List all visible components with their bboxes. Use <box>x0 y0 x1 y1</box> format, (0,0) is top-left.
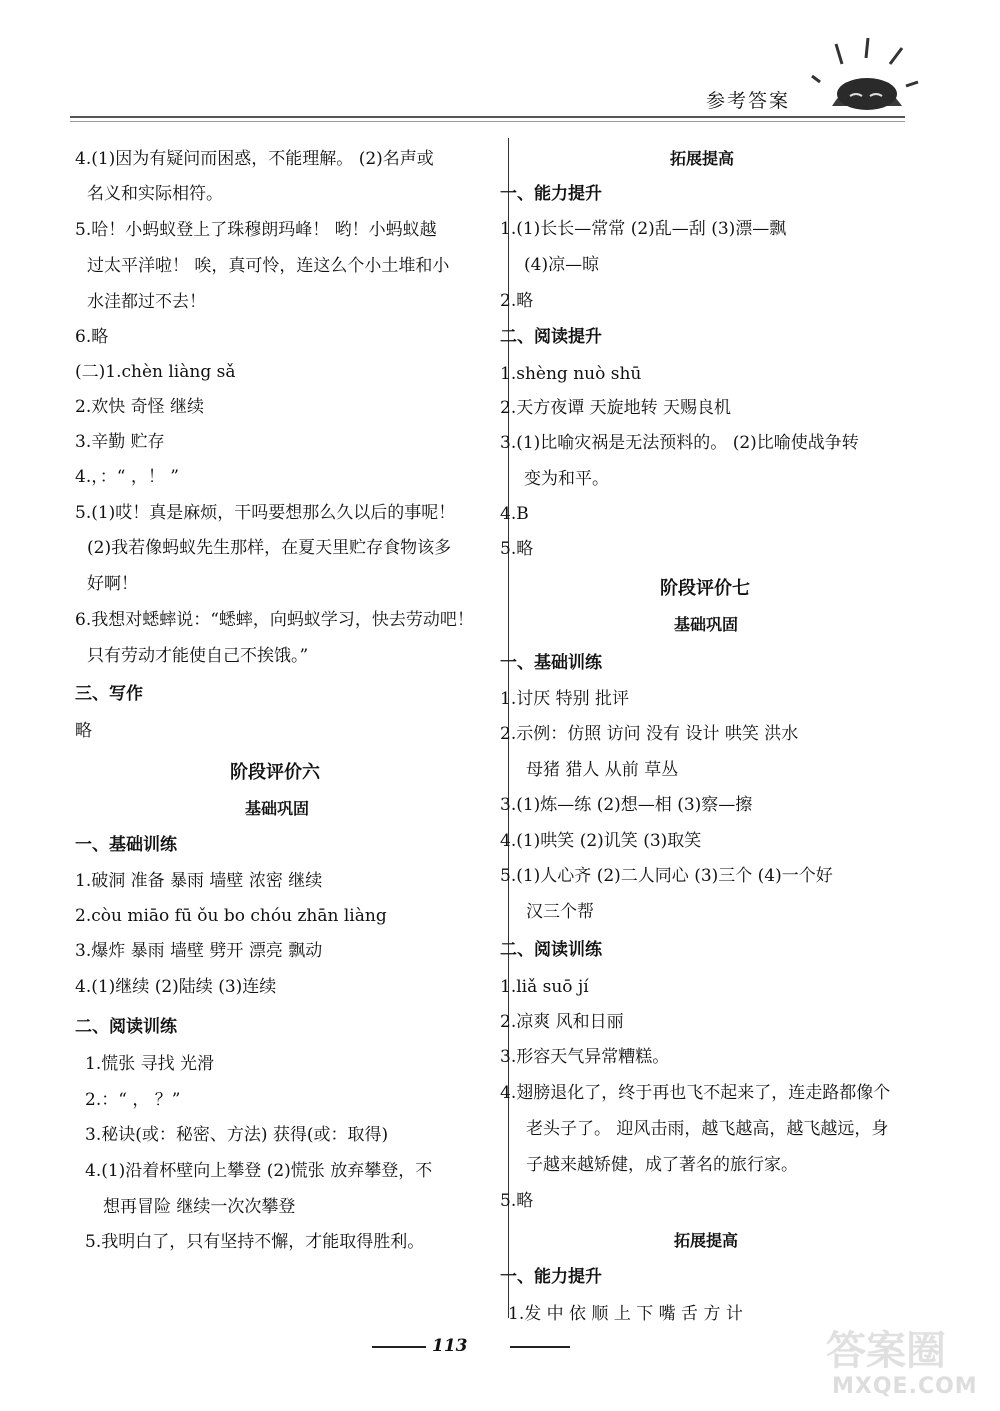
answer-line: 4.翅膀退化了，终于再也飞不起来了，连走路都像个 <box>500 1083 891 1103</box>
answer-line: 好啊！ <box>87 574 138 594</box>
header-rule-thin <box>70 121 905 122</box>
answer-line: 老头子了。 迎风击雨，越飞越高，越飞越远，身 <box>526 1119 889 1139</box>
footer-ornament-left <box>372 1346 426 1348</box>
page-number: 113 <box>432 1336 468 1356</box>
answer-line: 过太平洋啦！ 唉，真可怜，连这么个小土堆和小 <box>87 256 450 276</box>
answer-line: 4.(1)哄笑 (2)讥笑 (3)取笑 <box>500 831 702 851</box>
answer-line: 1.慌张 寻找 光滑 <box>85 1054 215 1074</box>
answer-line: 水洼都过不去！ <box>87 292 206 312</box>
answer-line: 2.còu miāo fū ǒu bo chóu zhān liàng <box>75 906 387 926</box>
section-title: 阶段评价六 <box>230 762 320 783</box>
answer-line: (2)我若像蚂蚁先生那样，在夏天里贮存食物该多 <box>87 538 452 558</box>
answer-line: 3.辛勤 贮存 <box>75 432 165 452</box>
answer-line: 3.(1)炼—练 (2)想—相 (3)察—擦 <box>500 795 753 815</box>
section-label: 二、阅读提升 <box>500 327 602 347</box>
answer-line: 3.形容天气异常糟糕。 <box>500 1047 670 1067</box>
answer-line: 4.(1)因为有疑问而困惑，不能理解。 (2)名声或 <box>75 149 434 169</box>
section-title: 阶段评价七 <box>660 578 750 599</box>
section-label: 一、能力提升 <box>500 184 602 204</box>
answer-line: 4.B <box>500 504 529 524</box>
answer-line: 1.liǎ suō jí <box>500 977 589 997</box>
answer-line: 子越来越矫健，成了著名的旅行家。 <box>526 1155 798 1175</box>
answer-line: 5.略 <box>500 1191 534 1211</box>
answer-line: 1.讨厌 特别 批评 <box>500 689 630 709</box>
sun-icon <box>810 34 920 124</box>
answer-line: (二)1.chèn liàng sǎ <box>75 362 236 382</box>
answer-line: 略 <box>75 721 92 741</box>
answer-line: 2.凉爽 风和日丽 <box>500 1012 624 1032</box>
answer-line: 1.(1)长长—常常 (2)乱—刮 (3)漂—飘 <box>500 219 787 239</box>
section-subtitle: 拓展提高 <box>674 1231 739 1250</box>
section-label: 一、能力提升 <box>500 1267 602 1287</box>
section-label: 二、阅读训练 <box>75 1017 177 1037</box>
watermark-text: 答案圈 <box>826 1328 946 1374</box>
answer-line: 5.哈！小蚂蚁登上了珠穆朗玛峰！ 哟！小蚂蚁越 <box>75 220 437 240</box>
header-title: 参考答案 <box>706 90 791 112</box>
answer-line: 2.：“ ， ？” <box>85 1090 181 1110</box>
answer-line: 5.我明白了，只有坚持不懈，才能取得胜利。 <box>85 1232 425 1252</box>
answer-line: 想再冒险 继续一次次攀登 <box>103 1197 296 1217</box>
section-subtitle: 基础巩固 <box>245 799 310 818</box>
answer-line: 3.爆炸 暴雨 墙壁 劈开 漂亮 飘动 <box>75 941 323 961</box>
answer-line: 1.破洞 准备 暴雨 墙壁 浓密 继续 <box>75 871 323 891</box>
answer-line: 4.，：“ ，！ ” <box>75 467 179 487</box>
answer-line: 5.(1)哎！真是麻烦，干吗要想那么久以后的事呢！ <box>75 503 456 523</box>
answer-line: 只有劳动才能使自己不挨饿。” <box>87 646 309 666</box>
answer-line: 4.(1)沿着杯壁向上攀登 (2)慌张 放弃攀登，不 <box>85 1161 433 1181</box>
answer-line: 2.欢快 奇怪 继续 <box>75 397 205 417</box>
answer-line: 变为和平。 <box>524 469 609 489</box>
watermark-url: MXQE.COM <box>832 1374 978 1399</box>
footer-ornament-right <box>510 1346 570 1348</box>
answer-line: 4.(1)继续 (2)陆续 (3)连续 <box>75 977 277 997</box>
section-label: 三、写作 <box>75 684 143 704</box>
section-label: 一、基础训练 <box>500 653 602 673</box>
answer-line: 1.发 中 依 顺 上 下 嘴 舌 方 计 <box>508 1304 743 1324</box>
answer-line: (4)凉—晾 <box>524 255 600 275</box>
answer-line: 6.我想对蟋蟀说：“蟋蟀，向蚂蚁学习，快去劳动吧！ <box>75 610 474 630</box>
answer-line: 2.略 <box>500 291 534 311</box>
section-subtitle: 基础巩固 <box>674 615 739 634</box>
answer-line: 5.(1)人心齐 (2)二人同心 (3)三个 (4)一个好 <box>500 866 833 886</box>
answer-line: 3.秘诀(或：秘密、方法) 获得(或：取得) <box>85 1125 389 1145</box>
answer-line: 3.(1)比喻灾祸是无法预料的。 (2)比喻使战争转 <box>500 433 859 453</box>
answer-line: 5.略 <box>500 539 534 559</box>
section-label: 一、基础训练 <box>75 835 177 855</box>
answer-line: 名义和实际相符。 <box>87 184 223 204</box>
answer-line: 1.shèng nuò shū <box>500 364 642 384</box>
section-subtitle: 拓展提高 <box>670 149 735 168</box>
answer-line: 2.示例：仿照 访问 没有 设计 哄笑 洪水 <box>500 724 799 744</box>
header-rule <box>70 116 905 118</box>
answer-line: 母猪 猎人 从前 草丛 <box>526 760 679 780</box>
section-label: 二、阅读训练 <box>500 940 602 960</box>
answer-line: 汉三个帮 <box>526 902 594 922</box>
answer-line: 2.天方夜谭 天旋地转 天赐良机 <box>500 398 732 418</box>
answer-line: 6.略 <box>75 327 109 347</box>
